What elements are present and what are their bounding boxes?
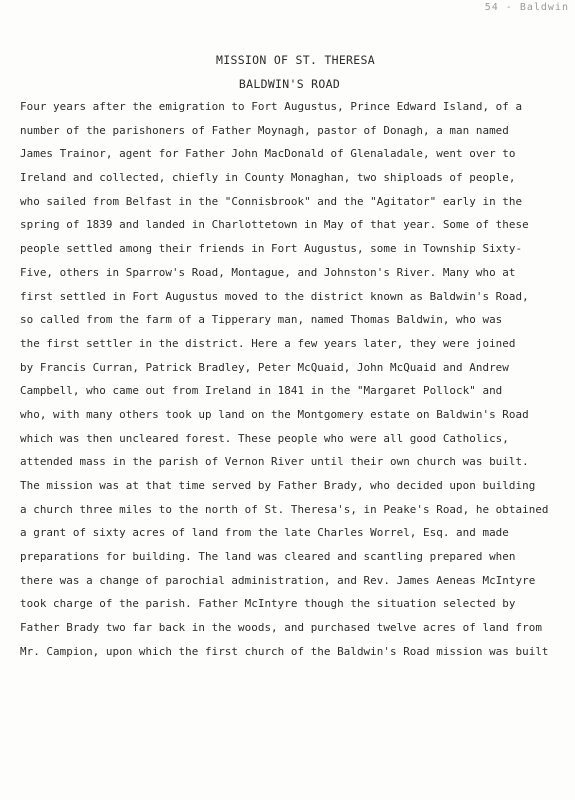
- text-line: people settled among their friends in Fort Augustus, some in Township Sixty-: [20, 242, 523, 256]
- text-line: number of the parishoners of Father Moynagh, pastor of Donagh, a man named: [20, 123, 509, 137]
- text-line: Father Brady two far back in the woods, and purchased twelve acres of land from: [20, 621, 542, 635]
- text-line: spring of 1839 and landed in Charlottetown in May of that year. Some of these: [20, 218, 529, 232]
- text-line: Four years after the emigration to Fort Augustus, Prince Edward Island, of a: [20, 100, 523, 113]
- text-line: who sailed from Belfast in the "Connisbrook" and the "Agitator" early in the: [20, 194, 523, 208]
- text-line: The mission was at that time served by Father Brady, who decided upon building: [20, 479, 536, 492]
- text-line: Campbell, who came out from Ireland in 1841 in the "Margaret Pollock" and: [20, 384, 503, 398]
- text-line: who, with many others took up land on the Montgomery estate on Baldwin's Road: [20, 407, 529, 421]
- text-line: a church three miles to the north of St. Theresa's, in Peake's Road, he obtained: [20, 502, 549, 516]
- text-line: which was then uncleared forest. These people who were all good Catholics,: [20, 431, 509, 445]
- text-line: so called from the farm of a Tipperary man, named Thomas Baldwin, who was: [20, 313, 503, 327]
- text-line: by Francis Curran, Patrick Bradley, Peter McQuaid, John McQuaid and Andrew: [20, 360, 509, 374]
- text-line: Mr. Campion, upon which the first church of the Baldwin's Road mission was built: [20, 644, 549, 658]
- text-line: the first settler in the district. Here a few years later, they were joined: [20, 336, 516, 350]
- corner-handwritten-note: 54 - Baldwin: [484, 2, 569, 13]
- text-line: first settled in Fort Augustus moved to the district known as Baldwin's Road,: [20, 289, 529, 303]
- document-subheading: BALDWIN'S ROAD: [238, 77, 341, 91]
- body-text: [20, 95, 565, 664]
- document-heading: MISSION OF ST. THERESA: [216, 53, 375, 67]
- text-line: James Trainor, agent for Father John MacDonald of Glenaladale, went over to: [20, 147, 516, 161]
- text-line: Five, others in Sparrow's Road, Montague, and Johnston's River. Many who at: [20, 265, 516, 279]
- text-line: attended mass in the parish of Vernon River until their own church was built.: [20, 455, 529, 469]
- text-line: a grant of sixty acres of land from the late Charles Worrel, Esq. and made: [20, 526, 509, 540]
- text-line: preparations for building. The land was cleared and scantling prepared when: [20, 550, 516, 564]
- text-line: there was a change of parochial administration, and Rev. James Aeneas McIntyre: [20, 573, 536, 587]
- text-line: Ireland and collected, chiefly in County Monaghan, two shiploads of people,: [20, 171, 516, 185]
- text-line: took charge of the parish. Father McIntyre though the situation selected by: [20, 597, 516, 611]
